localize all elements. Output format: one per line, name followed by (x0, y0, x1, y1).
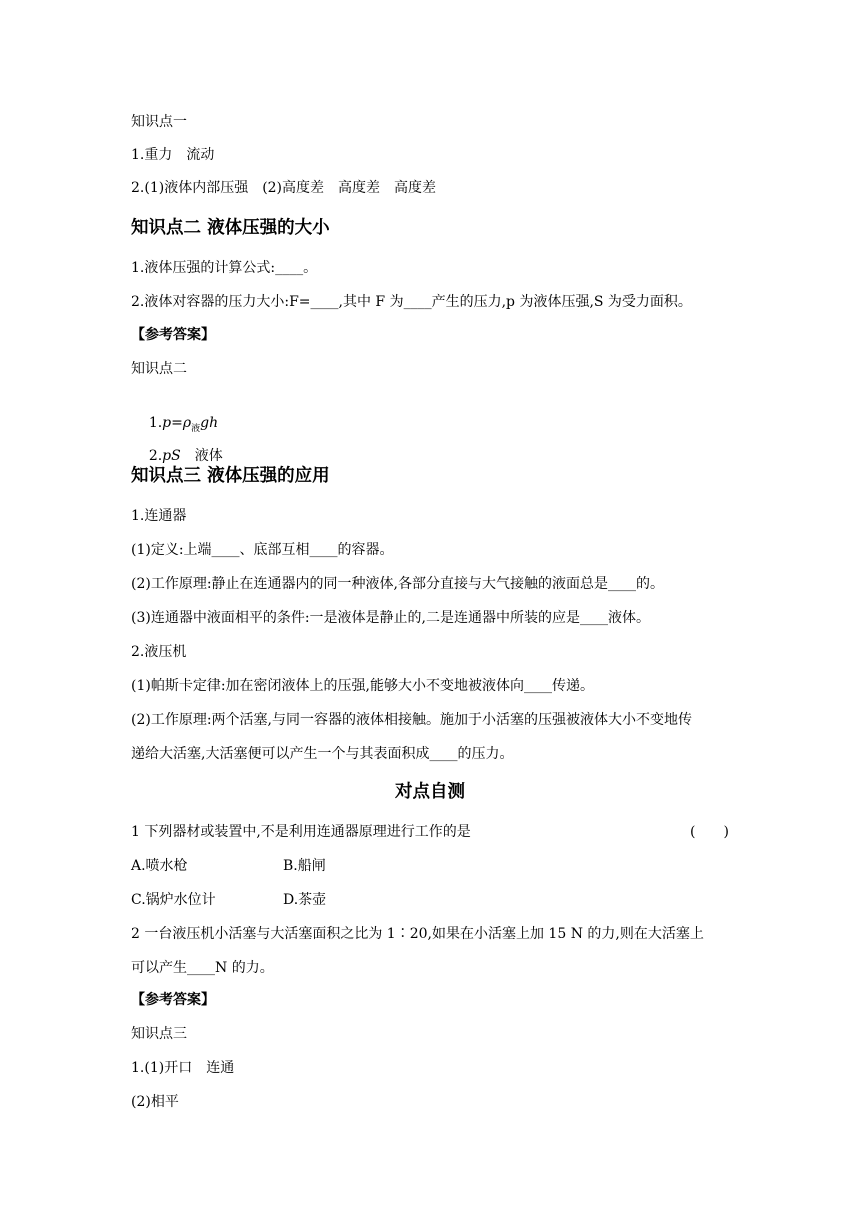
text-line: (1)帕斯卡定律:加在密闭液体上的压强,能够大小不变地被液体向____传递。 (131, 678, 594, 694)
text-line: (3)连通器中液面相平的条件:一是液体是静止的,二是连通器中所装的应是____液体。 (131, 610, 650, 626)
text-line: 1.液体压强的计算公式:____。 (131, 260, 318, 276)
text-line: (1)定义:上端____、底部互相____的容器。 (131, 542, 394, 558)
text-line: 1.重力 流动 (131, 147, 215, 163)
text-line: 递给大活塞,大活塞便可以产生一个与其表面积成____的压力。 (131, 746, 514, 762)
text-line: 2.液体对容器的压力大小:F=____,其中 F 为____产生的压力,p 为液体压强,S 为受力面积。 (131, 294, 692, 310)
answer-parentheses: ( ) (690, 824, 729, 840)
option-a: A.喷水枪 (131, 858, 188, 874)
text-line: (2)相平 (131, 1094, 179, 1110)
ps-prefix: 2. (148, 448, 163, 464)
section-heading: 知识点二 液体压强的大小 (131, 218, 330, 238)
formula-rho: ρ (182, 415, 192, 431)
option-c: C.锅炉水位计 (131, 892, 216, 908)
text-line: 2.(1)液体内部压强 (2)高度差 高度差 高度差 (131, 180, 437, 196)
text-line: (2)工作原理:两个活塞,与同一容器的液体相接触。施加于小活塞的压强被液体大小不变地传 (131, 712, 692, 728)
question-1: 1 下列器材或装置中,不是利用连通器原理进行工作的是 (131, 824, 471, 840)
option-b: B.船闸 (283, 858, 326, 874)
text-line: 知识点一 (131, 114, 187, 130)
text-line: 1.连通器 (131, 508, 187, 524)
ps-symbol: pS (162, 448, 181, 464)
section-title-center: 对点自测 (395, 782, 465, 802)
text-line: 知识点三 (131, 1026, 187, 1042)
question-2: 2 一台液压机小活塞与大活塞面积之比为 1∶20,如果在小活塞上加 15 N 的力,则在大活塞上 (131, 926, 704, 942)
formula-eq: = (171, 415, 183, 431)
formula-prefix: 1. (148, 415, 163, 431)
option-d: D.茶壶 (283, 892, 327, 908)
formula-sub: 液 (191, 423, 201, 434)
answer-label: 【参考答案】 (131, 327, 215, 343)
answer-label: 【参考答案】 (131, 992, 215, 1008)
text-line: 知识点二 (131, 361, 187, 377)
formula-gh: gh (200, 415, 219, 431)
ps-rest: 液体 (180, 448, 223, 464)
question-2-cont: 可以产生____N 的力。 (131, 960, 274, 976)
formula-p: p (162, 415, 172, 431)
text-line: 2.液压机 (131, 644, 187, 660)
section-heading: 知识点三 液体压强的应用 (131, 466, 330, 486)
text-line: 1.(1)开口 连通 (131, 1060, 235, 1076)
text-line: (2)工作原理:静止在连通器内的同一种液体,各部分直接与大气接触的液面总是____的。 (131, 576, 664, 592)
